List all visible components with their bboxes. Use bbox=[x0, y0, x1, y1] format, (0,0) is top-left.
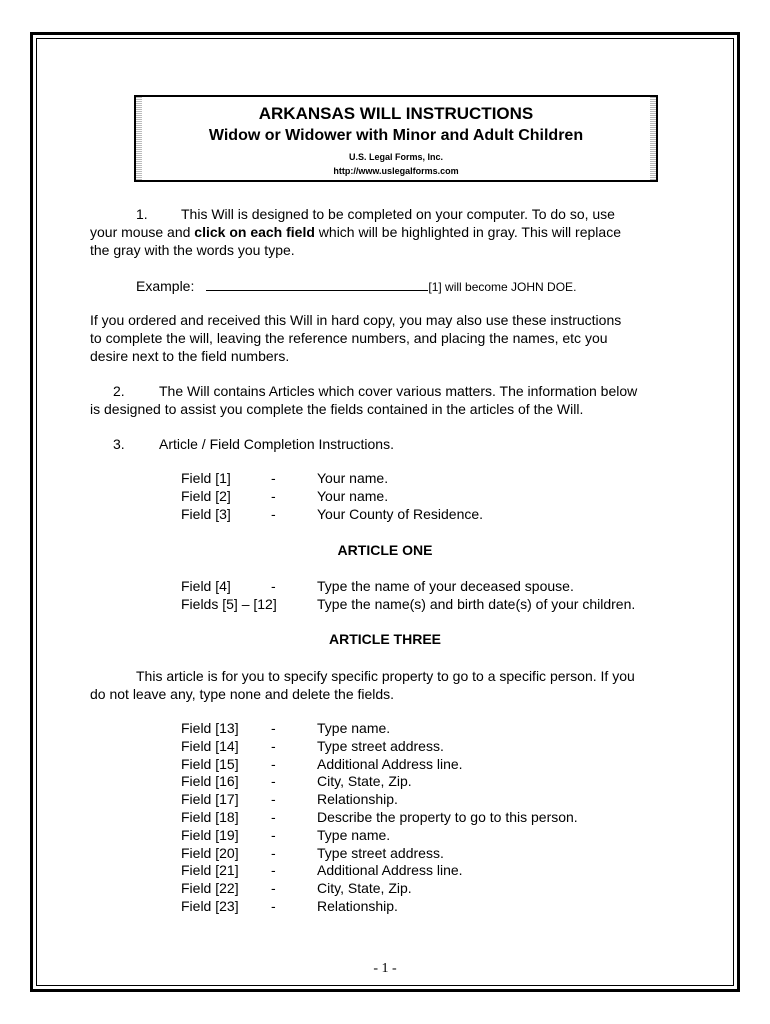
field-description: City, State, Zip. bbox=[317, 773, 412, 790]
para3-text: Article / Field Completion Instructions. bbox=[159, 436, 394, 452]
example-line bbox=[136, 277, 576, 296]
field-label: Field [18] bbox=[181, 808, 239, 825]
field-label: Field [23] bbox=[181, 897, 239, 914]
field-dash: - bbox=[271, 826, 276, 843]
field-dash: - bbox=[271, 880, 276, 897]
field-dash: - bbox=[271, 862, 276, 879]
page-number: - 1 - bbox=[373, 961, 397, 976]
field-label: Field [2] bbox=[181, 487, 231, 504]
article-one-heading: ARTICLE ONE bbox=[337, 542, 433, 558]
field-dash: - bbox=[271, 470, 276, 486]
field-label: Fields [5] – [12] bbox=[181, 595, 277, 612]
para1-line2 bbox=[90, 223, 621, 241]
field-label: Field [14] bbox=[181, 737, 239, 754]
field-label: Field [17] bbox=[181, 791, 239, 808]
field-dash: - bbox=[271, 505, 276, 522]
field-dash: - bbox=[271, 737, 276, 754]
field-label: Field [15] bbox=[181, 755, 239, 772]
field-label: Field [3] bbox=[181, 505, 231, 522]
field-dash: - bbox=[271, 791, 276, 808]
article-three-intro-line2: do not leave any, type none and delete the fields. bbox=[90, 686, 395, 702]
para3-number: 3. bbox=[113, 436, 125, 452]
field-description: Type street address. bbox=[317, 844, 444, 861]
example-blank-line bbox=[206, 277, 428, 291]
field-description: Describe the property to go to this person. bbox=[317, 808, 578, 825]
para1-line1: This Will is designed to be completed on your computer. To do so, use bbox=[181, 206, 615, 222]
para1-line2-bold: click on each field bbox=[194, 224, 315, 240]
para1-line2-start: your mouse and bbox=[90, 224, 195, 240]
field-label: Field [20] bbox=[181, 844, 239, 861]
field-dash: - bbox=[271, 773, 276, 790]
field-description: Type name. bbox=[317, 826, 391, 843]
article-three-intro-line1: This article is for you to specify specific property to go to a specific person. If you bbox=[136, 668, 635, 684]
document-title: ARKANSAS WILL INSTRUCTIONS bbox=[258, 104, 534, 123]
example-label: Example: bbox=[136, 278, 195, 294]
hardcopy-line3: desire next to the field numbers. bbox=[90, 348, 290, 364]
field-label: Field [21] bbox=[181, 862, 239, 879]
para2-line2: is designed to assist you complete the fields contained in the articles of the Will. bbox=[90, 401, 584, 417]
field-label: Field [16] bbox=[181, 773, 239, 790]
field-description: Additional Address line. bbox=[317, 862, 463, 879]
field-label: Field [4] bbox=[181, 578, 231, 594]
field-description: Your County of Residence. bbox=[317, 505, 484, 522]
para2-line1: The Will contains Articles which cover various matters. The information below bbox=[159, 383, 638, 399]
para1-line3: the gray with the words you type. bbox=[90, 242, 295, 258]
field-label: Field [1] bbox=[181, 470, 231, 486]
field-dash: - bbox=[271, 720, 276, 736]
field-dash: - bbox=[271, 755, 276, 772]
para1-number: 1. bbox=[136, 206, 148, 222]
field-dash: - bbox=[271, 578, 276, 594]
article-three-heading: ARTICLE THREE bbox=[329, 631, 441, 647]
field-description: Type the name of your deceased spouse. bbox=[317, 578, 574, 594]
field-dash: - bbox=[271, 487, 276, 504]
field-label: Field [19] bbox=[181, 826, 239, 843]
field-description: Type street address. bbox=[317, 737, 444, 754]
field-description: Your name. bbox=[317, 470, 389, 486]
document-subtitle: Widow or Widower with Minor and Adult Children bbox=[208, 127, 584, 144]
field-description: Type the name(s) and birth date(s) of your children. bbox=[317, 595, 636, 612]
field-description: Relationship. bbox=[317, 791, 398, 808]
para2-number: 2. bbox=[113, 383, 125, 399]
company-url[interactable]: http://www.uslegalforms.com bbox=[333, 166, 459, 176]
field-description: City, State, Zip. bbox=[317, 880, 412, 897]
example-suffix: [1] will become JOHN DOE. bbox=[428, 280, 577, 294]
para1-line2-end: which will be highlighted in gray. This will replace bbox=[314, 224, 621, 240]
field-label: Field [13] bbox=[181, 720, 239, 736]
field-description: Additional Address line. bbox=[317, 755, 463, 772]
field-dash: - bbox=[271, 844, 276, 861]
field-dash: - bbox=[271, 897, 276, 914]
field-description: Your name. bbox=[317, 487, 389, 504]
field-description: Type name. bbox=[317, 720, 391, 736]
document-header bbox=[134, 95, 658, 182]
field-dash: - bbox=[271, 808, 276, 825]
hardcopy-line2: to complete the will, leaving the reference numbers, and placing the names, etc you bbox=[90, 330, 608, 346]
field-description: Relationship. bbox=[317, 897, 398, 914]
company-name: U.S. Legal Forms, Inc. bbox=[348, 152, 444, 162]
field-label: Field [22] bbox=[181, 880, 239, 897]
hardcopy-line1: If you ordered and received this Will in hard copy, you may also use these instructions bbox=[90, 312, 622, 328]
